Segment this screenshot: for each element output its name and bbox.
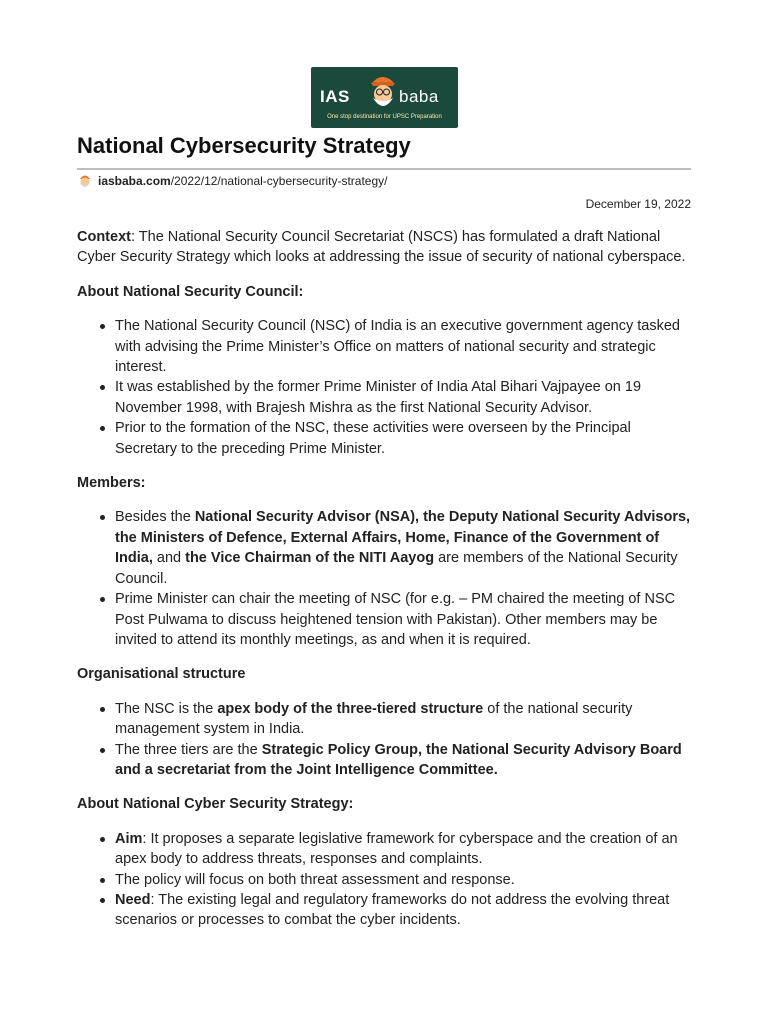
- list-item: [115, 890, 691, 931]
- bold-run: Aim: [115, 830, 143, 847]
- bold-run: Need: [115, 891, 151, 908]
- logo-tagline: One stop destination for UPSC Preparation: [327, 114, 442, 120]
- text-run: Besides the: [115, 509, 195, 526]
- list-item: [115, 829, 691, 870]
- text-run: and: [152, 550, 186, 567]
- bold-run: National Security Advisor (NSA), the Deputy National Security Advisors, the Ministers of Defence, External Affairs, Home, Finance of the Government of India,: [115, 509, 691, 567]
- publish-date: December 19, 2022: [585, 197, 691, 211]
- list-strategy: [77, 829, 691, 931]
- context-paragraph: [77, 227, 691, 268]
- list-organisation: [77, 699, 691, 781]
- bold-run: the Vice Chairman of the NITI Aayog: [185, 550, 435, 567]
- source-link[interactable]: [77, 173, 387, 189]
- list-item: [115, 507, 691, 589]
- text-run: : The existing legal and regulatory frameworks do not address the evolving threat scenarios or processes to combat the cyber incidents.: [115, 891, 670, 929]
- source-domain[interactable]: iasbaba.com: [98, 174, 171, 188]
- text-run: : It proposes a separate legislative framework for cyberspace and the creation of an apex body to address threats, responses and complaints.: [115, 830, 678, 868]
- context-label: Context: [77, 229, 131, 245]
- list-item: [115, 699, 691, 740]
- logo-text-ias: IAS: [320, 87, 350, 106]
- list-item: Prior to the formation of the NSC, these activities were overseen by the Principal Secretary to the preceding Prime Minister.: [115, 418, 691, 459]
- list-item: Prime Minister can chair the meeting of NSC (for e.g. – PM chaired the meeting of NSC Post Pulwama to discuss heightened tension with Pakistan). Other members may be invited to attend its monthly meetings, as and when it is required.: [115, 589, 691, 650]
- list-item: The policy will focus on both threat assessment and response.: [115, 870, 691, 890]
- list-item: The National Security Council (NSC) of India is an executive government agency tasked with advising the Prime Minister’s Office on matters of national security and strategic interest.: [115, 316, 691, 377]
- iasbaba-logo[interactable]: [311, 67, 458, 128]
- bold-run: Strategic Policy Group, the National Security Advisory Board and a secretariat from the Joint Intelligence Committee.: [115, 741, 682, 778]
- heading-strategy: About National Cyber Security Strategy:: [77, 796, 354, 813]
- text-run: of the national security management system in India.: [115, 700, 633, 738]
- list-item: It was established by the former Prime Minister of India Atal Bihari Vajpayee on 19 November 1998, with Brajesh Mishra as the first National Security Advisor.: [115, 377, 691, 418]
- source-path[interactable]: /2022/12/national-cybersecurity-strategy/: [170, 174, 388, 188]
- site-favicon-icon: [77, 173, 93, 189]
- text-run: The NSC is the: [115, 700, 218, 717]
- article-title: National Cybersecurity Strategy: [77, 133, 411, 158]
- context-text: : The National Security Council Secretariat (NSCS) has formulated a draft National Cyber Security Strategy which looks at addressing the issue of security of national cyberspace.: [77, 229, 686, 266]
- list-members: [77, 507, 691, 650]
- heading-organisation: Organisational structure: [77, 666, 246, 683]
- text-run: are members of the National Security Council.: [115, 550, 678, 587]
- list-item: [115, 740, 691, 781]
- article-body: [77, 227, 691, 945]
- mascot-icon: [363, 70, 403, 114]
- heading-members: Members:: [77, 475, 146, 492]
- heading-about-nsc: About National Security Council:: [77, 283, 304, 300]
- bold-run: apex body of the three-tiered structure: [217, 700, 484, 717]
- text-run: The three tiers are the: [115, 741, 262, 758]
- list-about-nsc: [77, 316, 691, 459]
- logo-text-baba: baba: [399, 87, 439, 106]
- title-divider: [77, 168, 691, 170]
